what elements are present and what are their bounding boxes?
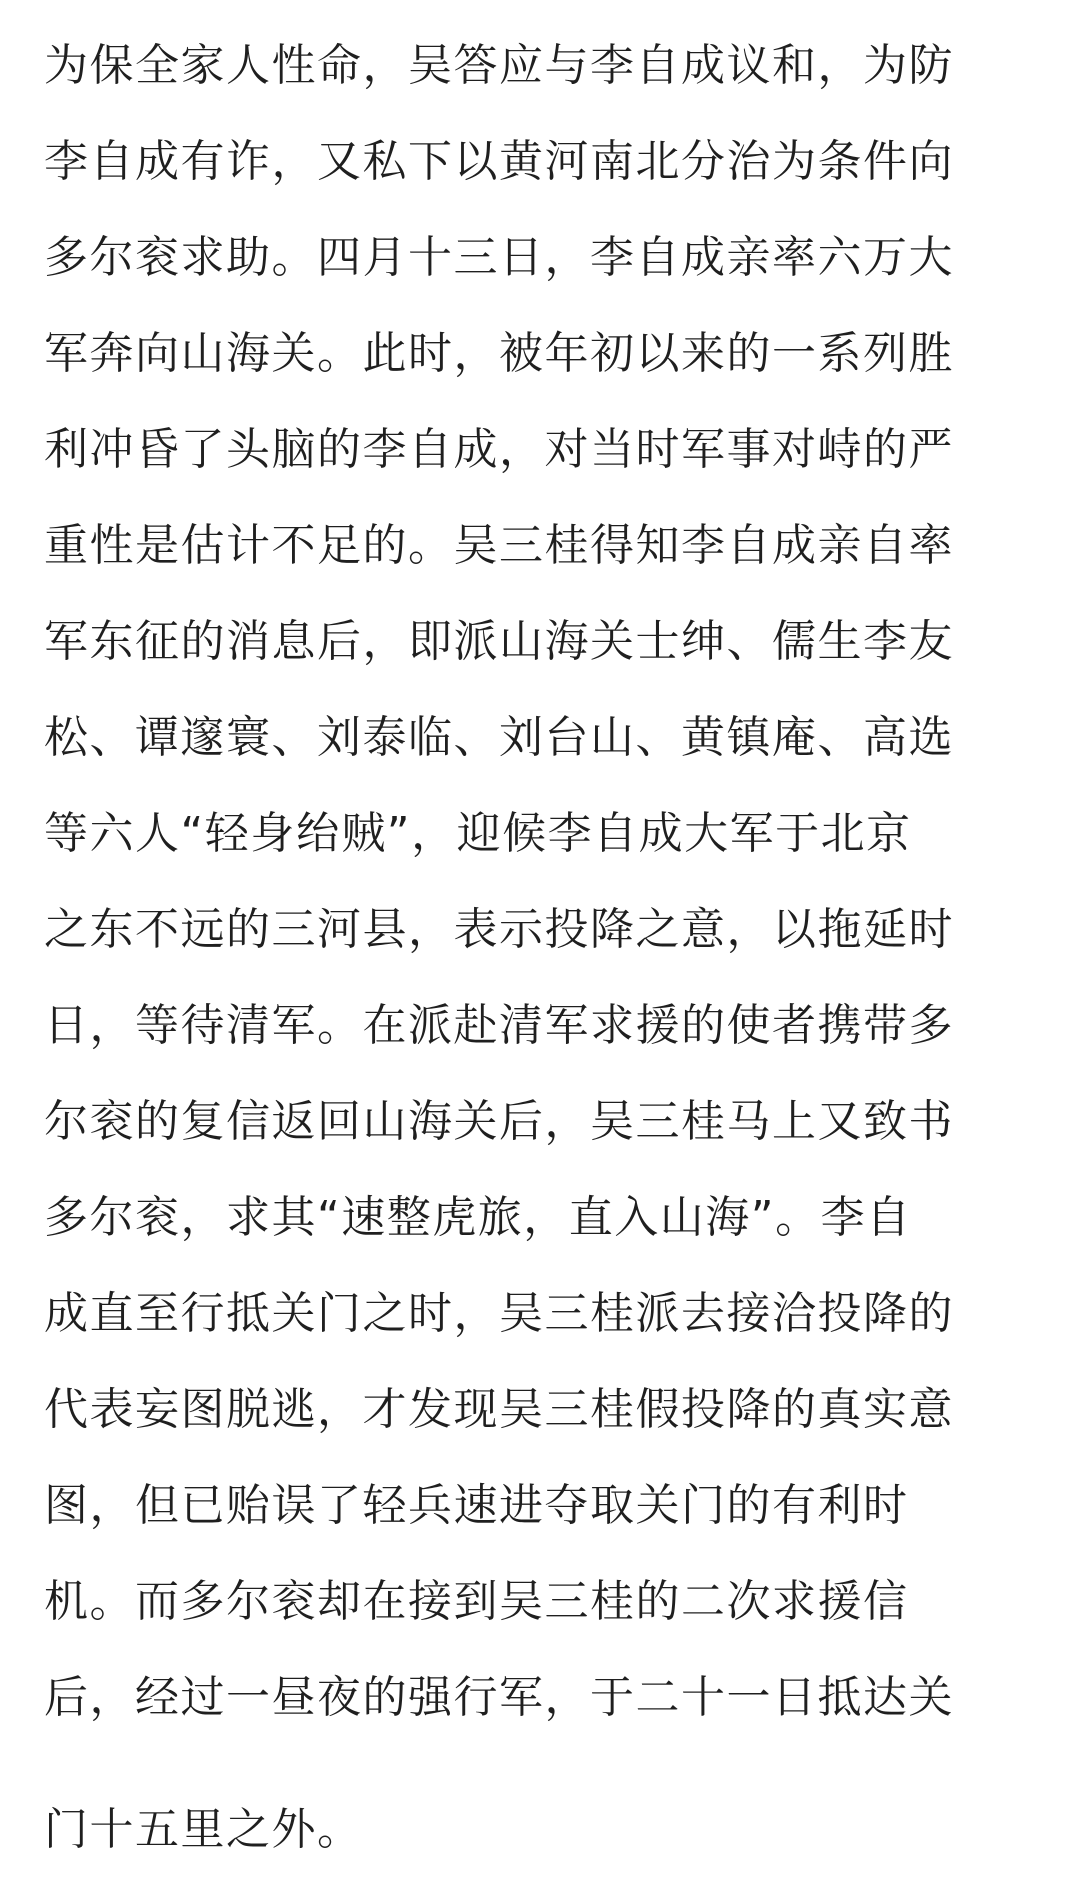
text-line: 机。而多尔衮却在接到吴三桂的二次求援信 xyxy=(44,1576,909,1627)
text-line: 多尔衮，求其“速整虎旅，直入山海”。李自 xyxy=(44,1192,912,1243)
text-line: 松、谭邃寰、刘泰临、刘台山、黄镇庵、高选 xyxy=(44,712,954,763)
text-line: 军东征的消息后，即派山海关士绅、儒生李友 xyxy=(44,616,954,667)
text-line: 李自成有诈，又私下以黄河南北分治为条件向 xyxy=(44,136,954,187)
text-line: 代表妄图脱逃，才发现吴三桂假投降的真实意 xyxy=(44,1384,954,1435)
text-line: 重性是估计不足的。吴三桂得知李自成亲自率 xyxy=(44,520,954,571)
text-line: 之东不远的三河县，表示投降之意，以拖延时 xyxy=(44,904,954,955)
text-line: 多尔衮求助。四月十三日，李自成亲率六万大 xyxy=(44,232,954,283)
text-line: 后，经过一昼夜的强行军，于二十一日抵达关 xyxy=(44,1672,954,1723)
article-body xyxy=(44,18,1044,1878)
text-line: 军奔向山海关。此时，被年初以来的一系列胜 xyxy=(44,328,954,379)
text-line: 图，但已贻误了轻兵速进夺取关门的有利时 xyxy=(44,1480,909,1531)
text-line: 利冲昏了头脑的李自成，对当时军事对峙的严 xyxy=(44,424,954,475)
text-line: 日，等待清军。在派赴清军求援的使者携带多 xyxy=(44,1000,954,1051)
text-line: 为保全家人性命，吴答应与李自成议和，为防 xyxy=(44,40,954,91)
text-line: 门十五里之外。 xyxy=(44,1804,363,1855)
text-line: 尔衮的复信返回山海关后，吴三桂马上又致书 xyxy=(44,1096,954,1147)
text-line: 成直至行抵关门之时，吴三桂派去接洽投降的 xyxy=(44,1288,954,1339)
text-line: 等六人“轻身绐贼”，迎候李自成大军于北京 xyxy=(44,808,912,859)
